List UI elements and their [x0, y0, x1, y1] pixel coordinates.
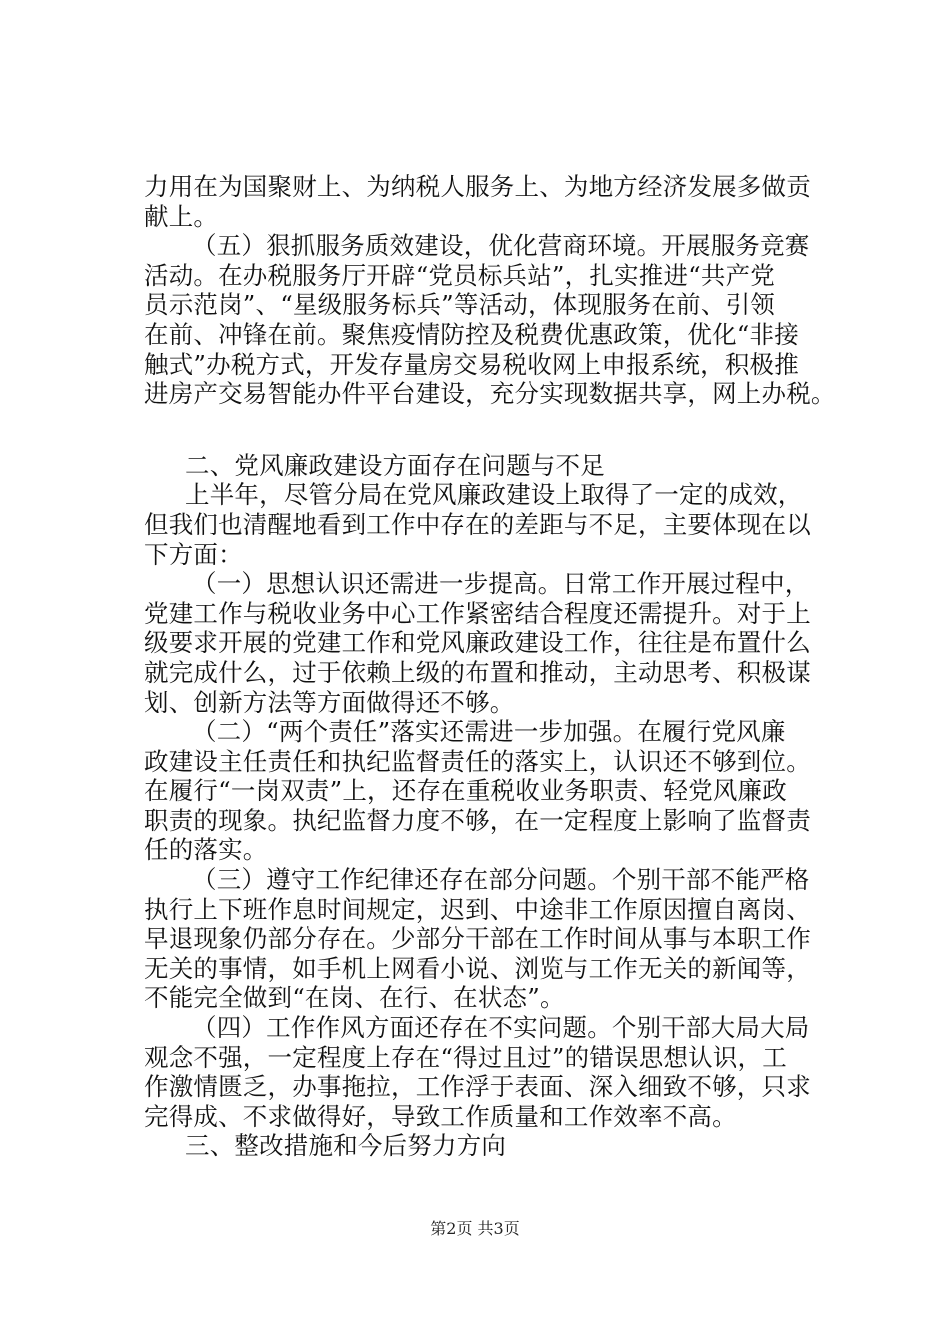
text-line: 划、创新方法等方面做得还不够。: [144, 687, 515, 717]
paragraph-start: （三）遵守工作纪律还存在部分问题。个别干部不能严格: [192, 865, 810, 895]
text-line: 活动。在办税服务厅开辟“党员标兵站”，扎实推进“共产党: [144, 260, 775, 290]
text-line: 在履行“一岗双责”上，还存在重税收业务职责、轻党风廉政: [144, 776, 787, 806]
text-line: 触式”办税方式，开发存量房交易税收网上申报系统，积极推: [144, 349, 799, 379]
text-line: 政建设主任责任和执纪监督责任的落实上，认识还不够到位。: [144, 746, 811, 776]
text-line: 不能完全做到“在岗、在行、在状态”。: [144, 983, 565, 1013]
text-line: 任的落实。: [144, 835, 268, 865]
paragraph-start: 上半年，尽管分局在党风廉政建设上取得了一定的成效，: [185, 480, 803, 510]
text-line: 完得成、不求做得好，导致工作质量和工作效率不高。: [144, 1101, 737, 1131]
text-line: 下方面：: [144, 539, 243, 569]
text-line: 力用在为国聚财上、为纳税人服务上、为地方经济发展多做贡: [144, 172, 811, 201]
section-heading: 三、整改措施和今后努力方向: [185, 1131, 507, 1161]
text-line: 献上。: [144, 201, 219, 231]
text-line: 观念不强，一定程度上存在“得过且过”的错误思想认识，工: [144, 1042, 787, 1072]
text-line: 但我们也清醒地看到工作中存在的差距与不足，主要体现在以: [144, 509, 811, 539]
text-line: 党建工作与税收业务中心工作紧密结合程度还需提升。对于上: [144, 598, 811, 628]
text-line: 职责的现象。执纪监督力度不够，在一定程度上影响了监督责: [144, 805, 811, 835]
paragraph-start: （二）“两个责任”落实还需进一步加强。在履行党风廉: [192, 717, 786, 747]
text-line: 级要求开展的党建工作和党风廉政建设工作，往往是布置什么: [144, 628, 811, 658]
document-body: [144, 172, 836, 1161]
paragraph-gap: [144, 409, 824, 451]
paragraph-start: （一）思想认识还需进一步提高。日常工作开展过程中，: [192, 569, 810, 599]
text-line: 无关的事情，如手机上网看小说、浏览与工作无关的新闻等，: [144, 953, 811, 983]
text-line: 早退现象仍部分存在。少部分干部在工作时间从事与本职工作: [144, 924, 811, 954]
text-line: 在前、冲锋在前。聚焦疫情防控及税费优惠政策，优化“非接: [144, 319, 799, 349]
paragraph-start: （五）狠抓服务质效建设，优化营商环境。开展服务竞赛: [192, 231, 810, 261]
text-line: 就完成什么，过于依赖上级的布置和推动，主动思考、积极谋: [144, 657, 811, 687]
paragraph-start: （四）工作作风方面还存在不实问题。个别干部大局大局: [192, 1013, 810, 1043]
text-line: 员示范岗”、“星级服务标兵”等活动，体现服务在前、引领: [144, 290, 775, 320]
text-line: 作激情匮乏，办事拖拉，工作浮于表面、深入细致不够，只求: [144, 1072, 811, 1102]
section-heading: 二、党风廉政建设方面存在问题与不足: [185, 450, 605, 480]
text-line: 进房产交易智能办件平台建设，充分实现数据共享，网上办税。: [144, 379, 836, 409]
page-footer: 第2页 共3页: [430, 1219, 520, 1238]
text-line: 执行上下班作息时间规定，迟到、中途非工作原因擅自离岗、: [144, 894, 811, 924]
